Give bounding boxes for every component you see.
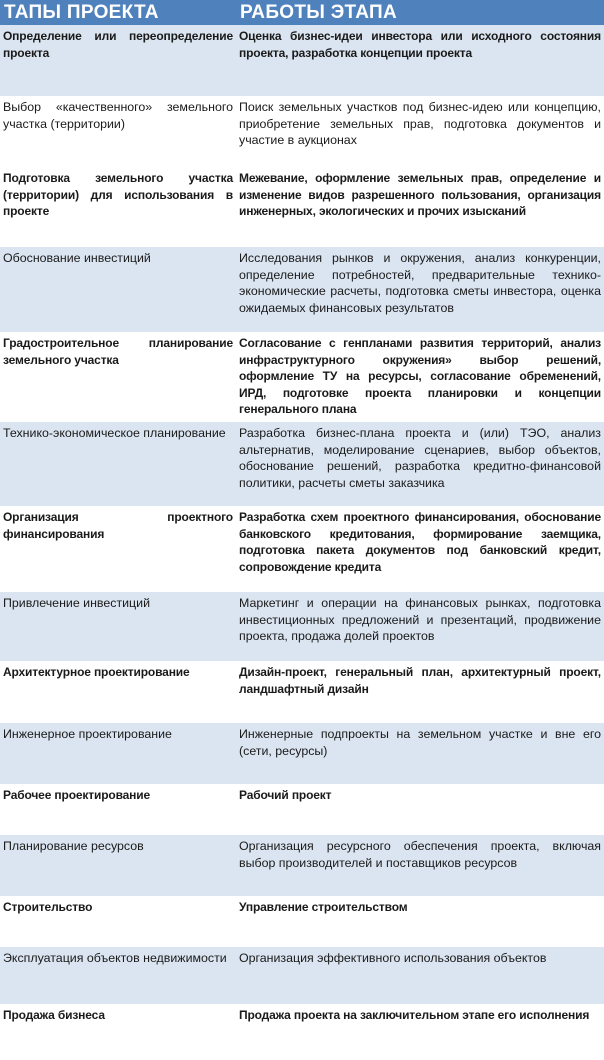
header-stages: ТАПЫ ПРОЕКТА	[0, 0, 236, 25]
stage-cell: Градостроительное планирование земельного участка	[0, 332, 236, 422]
work-cell: Продажа проекта на заключительном этапе его исполнения	[236, 1004, 604, 1060]
work-cell: Организация эффективного использования объектов	[236, 947, 604, 1004]
work-cell: Маркетинг и операции на финансовых рынках, подготовка инвестиционных предложений и презентаций, продвижение проекта, продажа долей проектов	[236, 592, 604, 661]
table-header	[0, 0, 604, 25]
table-row	[0, 1004, 604, 1060]
table-row	[0, 167, 604, 247]
stage-cell: Выбор «качественного» земельного участка (территории)	[0, 96, 236, 167]
stage-cell: Привлечение инвестиций	[0, 592, 236, 661]
stage-cell: Архитектурное проектирование	[0, 661, 236, 723]
work-cell: Дизайн-проект, генеральный план, архитектурный проект, ландшафтный дизайн	[236, 661, 604, 723]
work-cell: Рабочий проект	[236, 784, 604, 835]
table-row	[0, 25, 604, 96]
stage-cell: Планирование ресурсов	[0, 835, 236, 896]
table-row	[0, 247, 604, 332]
stage-cell: Строительство	[0, 896, 236, 947]
table-row	[0, 723, 604, 784]
work-cell: Разработка бизнес-плана проекта и (или) ТЭО, анализ альтернатив, моделирование сценариев, выбор объектов, обоснование решений, разработка кредитно-финансовой политики, расчеты сметы заказчика	[236, 422, 604, 506]
stage-cell: Технико-экономическое планирование	[0, 422, 236, 506]
stage-cell: Подготовка земельного участка (территории) для использования в проекте	[0, 167, 236, 247]
work-cell: Согласование с генпланами развития территорий, анализ инфраструктурного окружения» выбор решений, оформление ТУ на ресурсы, согласование обременений, ИРД, подготовке проекта планировки и концепции генерального плана	[236, 332, 604, 422]
table-row	[0, 784, 604, 835]
stage-cell: Инженерное проектирование	[0, 723, 236, 784]
table-row	[0, 592, 604, 661]
table-row	[0, 332, 604, 422]
table-row	[0, 506, 604, 592]
work-cell: Оценка бизнес-идеи инвестора или исходного состояния проекта, разработка концепции проекта	[236, 25, 604, 96]
table-row	[0, 96, 604, 167]
table-row	[0, 835, 604, 896]
work-cell: Управление строительством	[236, 896, 604, 947]
table-row	[0, 661, 604, 723]
stage-cell: Эксплуатация объектов недвижимости	[0, 947, 236, 1004]
work-cell: Инженерные подпроекты на земельном участке и вне его (сети, ресурсы)	[236, 723, 604, 784]
table-row	[0, 422, 604, 506]
header-works: РАБОТЫ ЭТАПА	[236, 0, 604, 25]
work-cell: Исследования рынков и окружения, анализ конкуренции, определение потребностей, предварительные технико-экономические расчеты, подготовка сметы инвестора, оценка ожидаемых финансовых результатов	[236, 247, 604, 332]
table-body	[0, 25, 604, 1060]
stage-cell: Продажа бизнеса	[0, 1004, 236, 1060]
stage-cell: Определение или переопределение проекта	[0, 25, 236, 96]
work-cell: Межевание, оформление земельных прав, определение и изменение видов разрешенного пользования, организация инженерных, экологических и прочих изысканий	[236, 167, 604, 247]
work-cell: Поиск земельных участков под бизнес-идею или концепцию, приобретение земельных прав, подготовка документов и участие в аукционах	[236, 96, 604, 167]
table-row	[0, 896, 604, 947]
stage-cell: Обоснование инвестиций	[0, 247, 236, 332]
work-cell: Разработка схем проектного финансирования, обоснование банковского кредитования, формирование заемщика, подготовка пакета документов под банковский кредит, сопровождение кредита	[236, 506, 604, 592]
stage-cell: Рабочее проектирование	[0, 784, 236, 835]
stage-cell: Организация проектного финансирования	[0, 506, 236, 592]
work-cell: Организация ресурсного обеспечения проекта, включая выбор производителей и поставщиков ресурсов	[236, 835, 604, 896]
table-row	[0, 947, 604, 1004]
header-row	[0, 0, 604, 25]
